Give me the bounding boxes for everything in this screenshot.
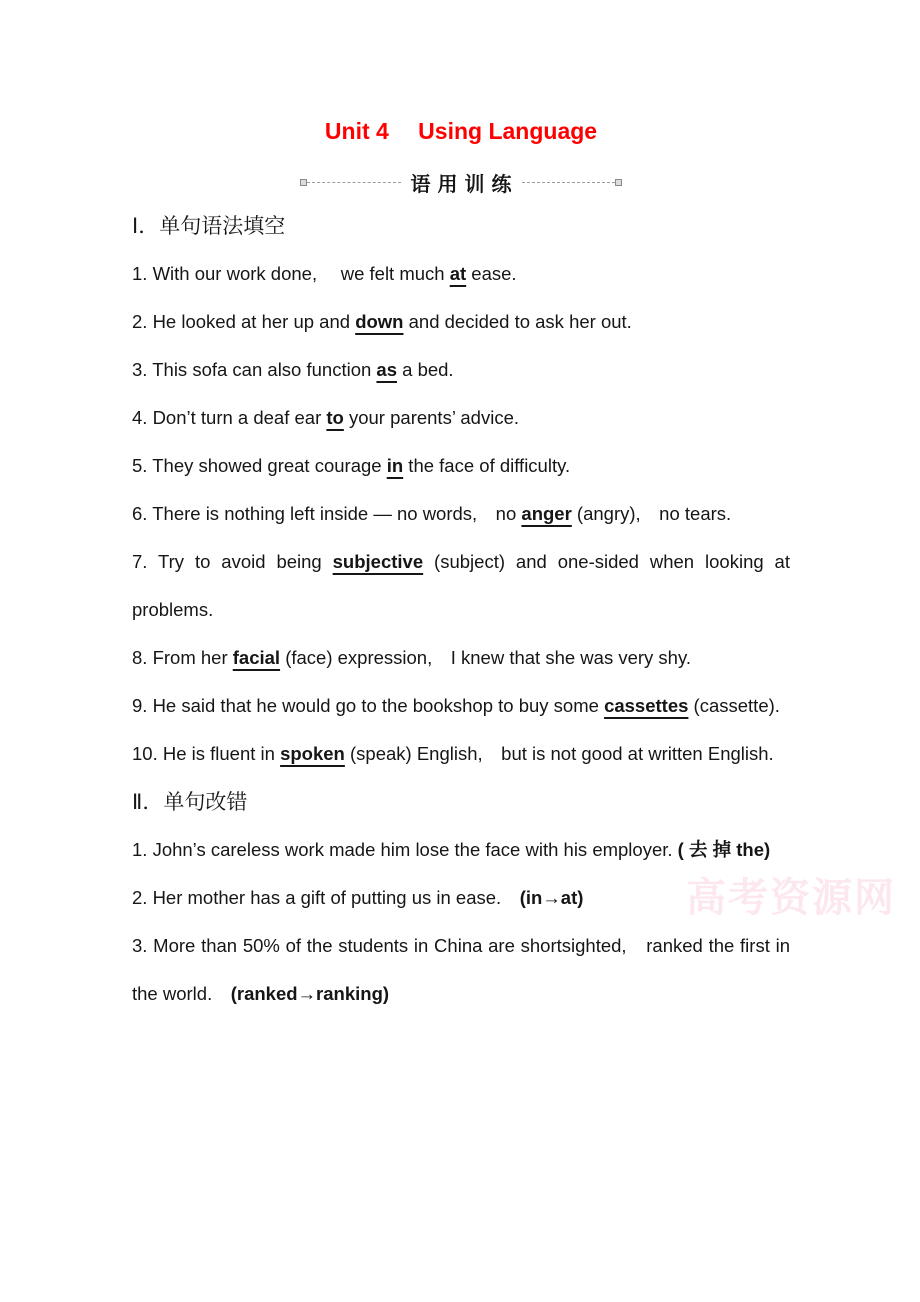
answer-blank: anger [521, 503, 572, 524]
watermark: 高考资源网 [686, 875, 896, 920]
exercise-item [132, 634, 790, 682]
sentence-text: 1. John’s careless work made him lose the face with his employer. [132, 839, 678, 860]
answer-blank: at [449, 263, 467, 284]
answer-blank: subjective [332, 551, 424, 572]
answer-blank: as [376, 359, 397, 380]
answer-blank: spoken [280, 743, 345, 764]
exercise-item [132, 826, 790, 874]
divider-left-line [307, 182, 401, 183]
sentence-text: 2. Her mother has a gift of putting us in ease. [132, 887, 520, 908]
sentence-text: 4. Don’t turn a deaf ear [132, 407, 327, 428]
sentence-text: and decided to ask her out. [403, 311, 632, 332]
exercise-item [132, 538, 790, 634]
exercise-item [132, 250, 790, 298]
sentence-text: a bed. [397, 359, 454, 380]
sentence-text: 3. This sofa can also function [132, 359, 377, 380]
sentence-text: 7. Try to avoid being [132, 551, 333, 572]
divider-label: 语用训练 [410, 173, 519, 196]
answer-blank: in [386, 455, 404, 476]
answer-blank: facial [232, 647, 281, 668]
sentence-text: (speak) English, but is not good at written English. [344, 743, 774, 764]
answer-blank: to [326, 407, 344, 428]
exercise-item [132, 682, 790, 730]
correction-note: (in→at) [519, 887, 584, 908]
exercise-item [132, 730, 790, 778]
answer-blank: cassettes [604, 695, 689, 716]
sections-container [132, 202, 790, 1018]
sentence-text: ease. [466, 263, 517, 284]
divider-left-cap [300, 179, 307, 186]
sentence-text: (subject) and one-sided when looking at problems. [132, 551, 790, 620]
sentence-text: your parents’ advice. [343, 407, 519, 428]
exercise-item [132, 874, 790, 922]
sentence-text: the face of difficulty. [403, 455, 571, 476]
exercise-item [132, 442, 790, 490]
exercise-item [132, 394, 790, 442]
sentence-text: 8. From her [132, 647, 233, 668]
sentence-text: 3. More than 50% of the students in China are shortsighted, ranked the first in the world. [132, 935, 790, 1004]
exercise-item [132, 922, 790, 1018]
divider-right-cap [615, 179, 622, 186]
sentence-text: 1. With our work done, we felt much [132, 263, 450, 284]
sentence-text: 2. He looked at her up and [132, 311, 356, 332]
page-title: Unit 4 Using Language [324, 118, 598, 144]
divider-right-line [522, 182, 616, 183]
exercise-item [132, 346, 790, 394]
section-heading: Ⅰ．单句语法填空 [132, 214, 286, 238]
sentence-text: 5. They showed great courage [132, 455, 387, 476]
sentence-text: 6. There is nothing left inside — no words, no [132, 503, 522, 524]
sentence-text: (cassette). [688, 695, 780, 716]
answer-blank: down [355, 311, 404, 332]
sentence-text: (angry), no tears. [571, 503, 732, 524]
correction-note: (ranked→ranking) [230, 983, 390, 1004]
section-heading: Ⅱ．单句改错 [132, 790, 248, 814]
exercise-item [132, 298, 790, 346]
section-divider [300, 164, 622, 200]
exercise-item [132, 490, 790, 538]
correction-note: ( 去 掉 the) [677, 839, 771, 860]
sentence-text: 10. He is fluent in [132, 743, 281, 764]
sentence-text: 9. He said that he would go to the bookshop to buy some [132, 695, 605, 716]
sentence-text: (face) expression, I knew that she was very shy. [280, 647, 691, 668]
